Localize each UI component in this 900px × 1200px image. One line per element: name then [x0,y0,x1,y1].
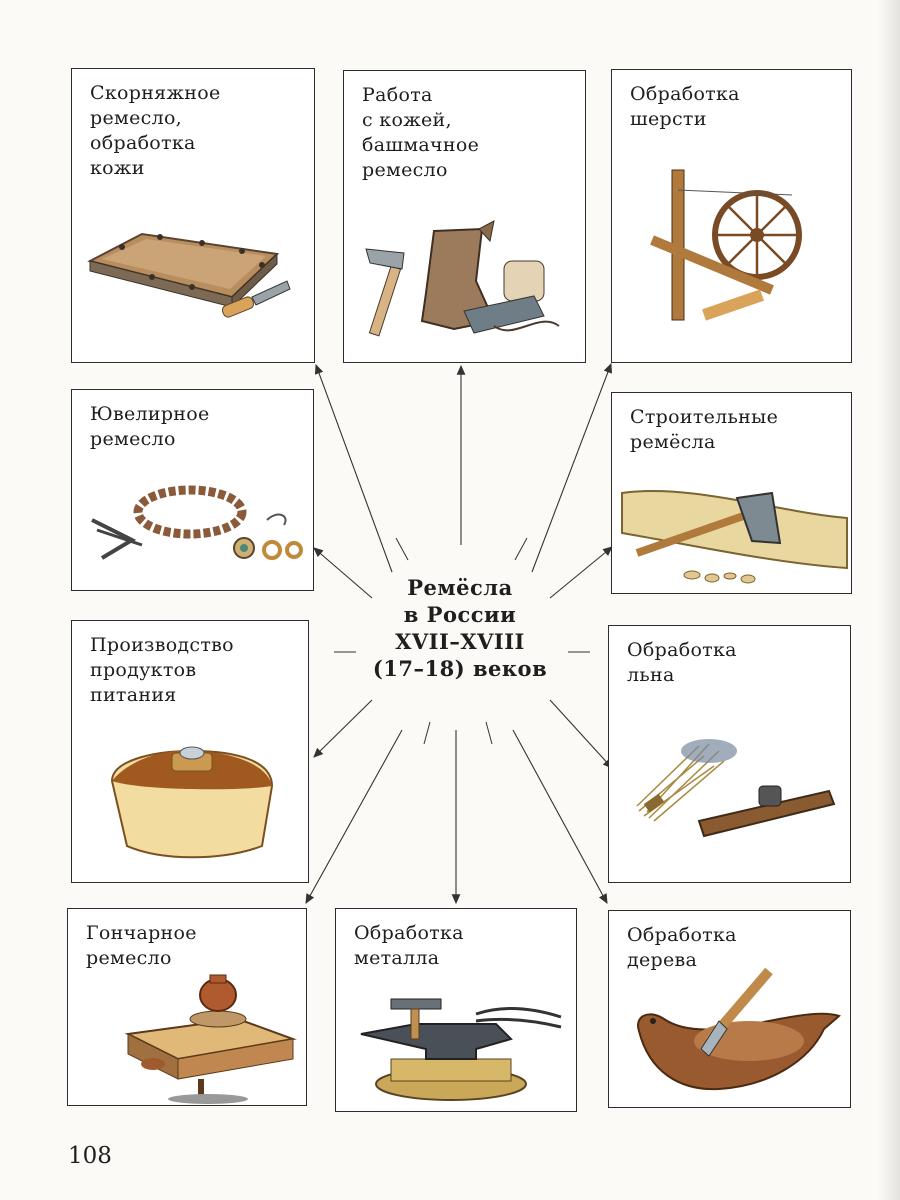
card-leather-craft [343,70,586,363]
arrow-to-fur [316,365,392,572]
card-building-craft [611,392,852,594]
card-pottery-craft [67,908,307,1106]
card-wood-craft [608,910,851,1108]
card-fur-craft [71,68,315,363]
arrow-to-pottery [306,730,402,903]
card-label: Строительные ремёсла [630,406,779,453]
card-label: Обработка льна [627,639,737,686]
center-title: Ремёсла в России XVII–XVIII (17–18) веков [372,575,548,681]
card-label: Обработка шерсти [630,83,740,130]
card-label: Обработка дерева [627,924,737,971]
arrow-to-flax [550,700,612,768]
card-label: Скорняжное ремесло, обработка кожи [90,82,221,179]
card-wool-craft [611,69,852,363]
arrow-to-wool [532,364,611,572]
page-edge-shadow [878,0,900,1200]
card-label: Производство продуктов питания [90,634,234,706]
arrow-to-wood [513,730,607,903]
card-label: Ювелирное ремесло [90,403,210,450]
card-flax-craft [608,625,851,883]
card-food-craft [71,620,309,883]
card-jewelry-craft [71,389,314,591]
card-label: Гончарное ремесло [86,922,197,969]
arrow-to-food [314,700,372,757]
card-metal-craft [335,908,577,1112]
card-label: Работа с кожей, башмачное ремесло [362,84,480,181]
page-number: 108 [68,1143,112,1169]
card-label: Обработка металла [354,922,464,969]
